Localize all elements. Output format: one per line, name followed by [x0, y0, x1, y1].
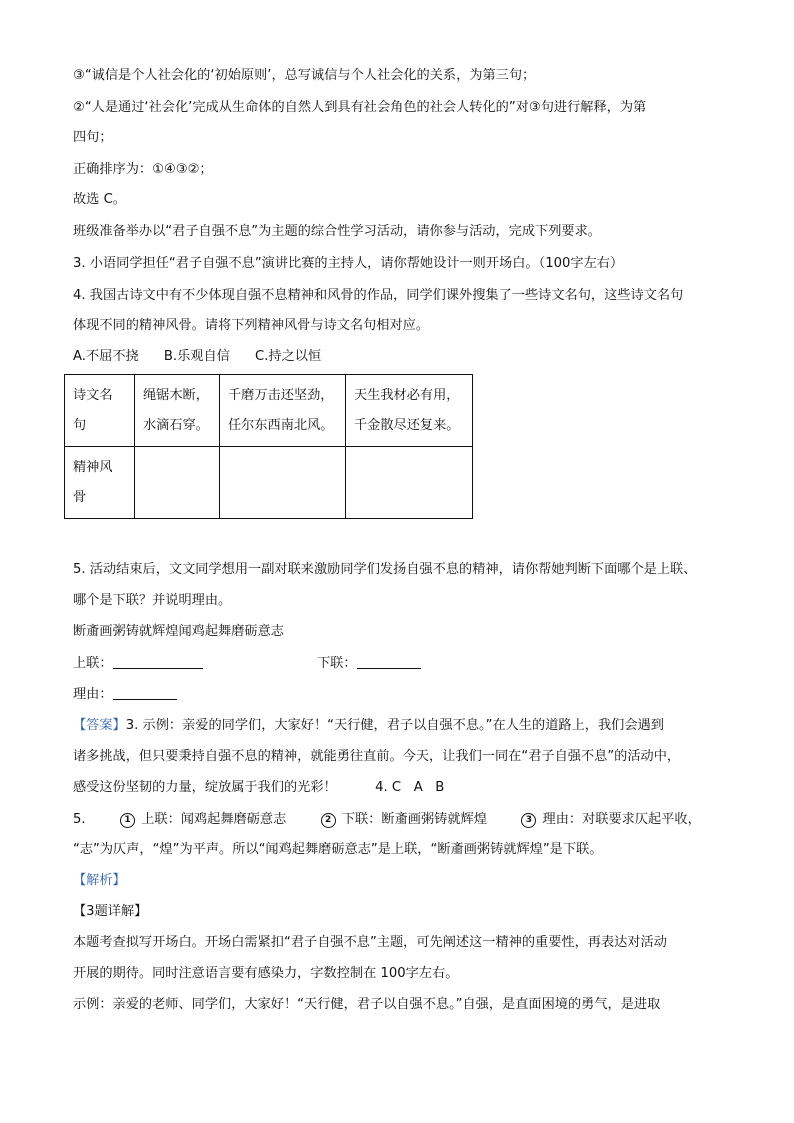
poem-3-line-2: 千金散尽还复来。 — [354, 418, 460, 433]
answer-tag: 【答案】 — [73, 718, 126, 733]
spirit-answer-cell-2[interactable] — [220, 447, 346, 519]
spirit-header-line-2: 骨 — [73, 490, 87, 505]
reason-label: 理由： — [73, 687, 113, 702]
spirit-header-line-1: 精神风 — [73, 460, 113, 475]
answer-5-part-2: 下联：断齑画粥铸就辉煌 — [341, 812, 487, 827]
upper-couplet-blank[interactable] — [113, 654, 203, 669]
answer-line-1 — [73, 716, 754, 736]
reason-blank[interactable] — [113, 685, 177, 700]
couplet-blanks-row — [73, 654, 754, 674]
lower-couplet-label: 下联： — [316, 656, 357, 671]
explanation-line-3: 四句； — [73, 130, 113, 145]
poem-cell-3 — [346, 375, 473, 447]
poem-2-line-2: 任尔东西南北风。 — [228, 418, 334, 433]
lower-couplet-blank[interactable] — [357, 654, 421, 669]
poem-cell-2 — [220, 375, 346, 447]
poem-2-line-1: 千磨万击还坚劲， — [228, 388, 334, 403]
answer-line-3 — [73, 778, 754, 798]
answer-line-2: 诸多挑战，但只要秉持自强不息的精神，就能勇往直前。今天，让我们一同在“君子自强不息”的活动中， — [73, 749, 681, 764]
circled-number-1: 1 — [120, 813, 135, 828]
correct-order-line: 正确排序为：①④③②； — [73, 162, 213, 177]
poem-1-line-2: 水滴石穿。 — [143, 418, 209, 433]
reason-row — [73, 685, 754, 705]
analysis-tag: 【解析】 — [73, 873, 126, 888]
spirit-header-cell — [65, 447, 135, 519]
answer-5-part-1: 上联：闻鸡起舞磨砺意志 — [141, 812, 287, 827]
question-5-line-2: 哪个是下联？并说明理由。 — [73, 593, 232, 608]
couplet-text: 断齑画粥铸就辉煌闻鸡起舞磨砺意志 — [73, 624, 284, 639]
poem-1-line-1: 绳锯木断， — [143, 388, 209, 403]
poem-row — [65, 375, 473, 447]
question-3: 3. 小语同学担任“君子自强不息”演讲比赛的主持人，请你帮她设计一则开场白。（100字左右） — [73, 256, 624, 271]
poem-table — [64, 374, 473, 519]
question-5-line-1: 5. 活动结束后，文文同学想用一副对联来激励同学们发扬自强不息的精神，请你帮她判断下面哪个是上联、 — [73, 562, 697, 577]
question-4-line-2: 体现不同的精神风骨。请将下列精神风骨与诗文名句相对应。 — [73, 318, 430, 333]
analysis-paragraph-line-1: 本题考查拟写开场白。开场白需紧扣“君子自强不息”主题，可先阐述这一精神的重要性，再表达对活动 — [73, 935, 667, 950]
analysis-paragraph-line-2: 开展的期待。同时注意语言要有感染力，字数控制在 100字左右。 — [73, 966, 459, 981]
activity-intro: 班级准备举办以“君子自强不息”为主题的综合性学习活动，请你参与活动，完成下列要求。 — [73, 224, 601, 239]
answer-3-line-1: 3. 示例：亲爱的同学们，大家好！“天行健，君子以自强不息。”在人生的道路上，我们会遇到 — [125, 718, 664, 733]
spirit-answer-cell-1[interactable] — [135, 447, 220, 519]
question-4-line-1: 4. 我国古诗文中有不少体现自强不息精神和风骨的作品，同学们课外搜集了一些诗文名句，这些诗文名句 — [73, 288, 684, 303]
poem-3-line-1: 天生我材必有用， — [354, 388, 460, 403]
poem-header-cell — [65, 375, 135, 447]
circled-number-2: 2 — [321, 813, 336, 828]
explanation-line-1: ③“诚信是个人社会化的‘初始原则’，总写诚信与个人社会化的关系，为第三句； — [73, 68, 536, 83]
answer-4: 4. C A B — [375, 780, 445, 795]
explanation-line-2: ②“人是通过‘社会化’完成从生命体的自然人到具有社会角色的社会人转化的”对③句进行解释，为第 — [73, 100, 647, 115]
poem-cell-1 — [135, 375, 220, 447]
analysis-example-line: 示例：亲爱的老师、同学们，大家好！“天行健，君子以自强不息。”自强，是直面困境的勇气，是进取 — [73, 997, 661, 1012]
spirit-row — [65, 447, 473, 519]
answer-3-line-3: 感受这份坚韧的力量，绽放属于我们的光彩！ — [73, 780, 337, 795]
answer-5-line-2: “志”为仄声，“煌”为平声。所以“闻鸡起舞磨砺意志”是上联，“断齑画粥铸就辉煌”是下联。 — [73, 842, 603, 857]
circled-number-3: 3 — [521, 813, 536, 828]
answer-5-number: 5. — [73, 812, 86, 827]
upper-couplet-label: 上联： — [73, 656, 113, 671]
question-4-options: A.不屈不挠 B.乐观自信 C.持之以恒 — [73, 349, 322, 364]
detail-3-heading: 【3题详解】 — [73, 904, 148, 919]
spirit-answer-cell-3[interactable] — [346, 447, 473, 519]
poem-header-line-1: 诗文名 — [73, 388, 113, 403]
poem-header-line-2: 句 — [73, 418, 87, 433]
answer-5-line-1 — [73, 810, 754, 830]
answer-choice-line: 故选 C。 — [73, 192, 126, 207]
answer-5-part-3: 理由：对联要求仄起平收， — [542, 812, 701, 827]
